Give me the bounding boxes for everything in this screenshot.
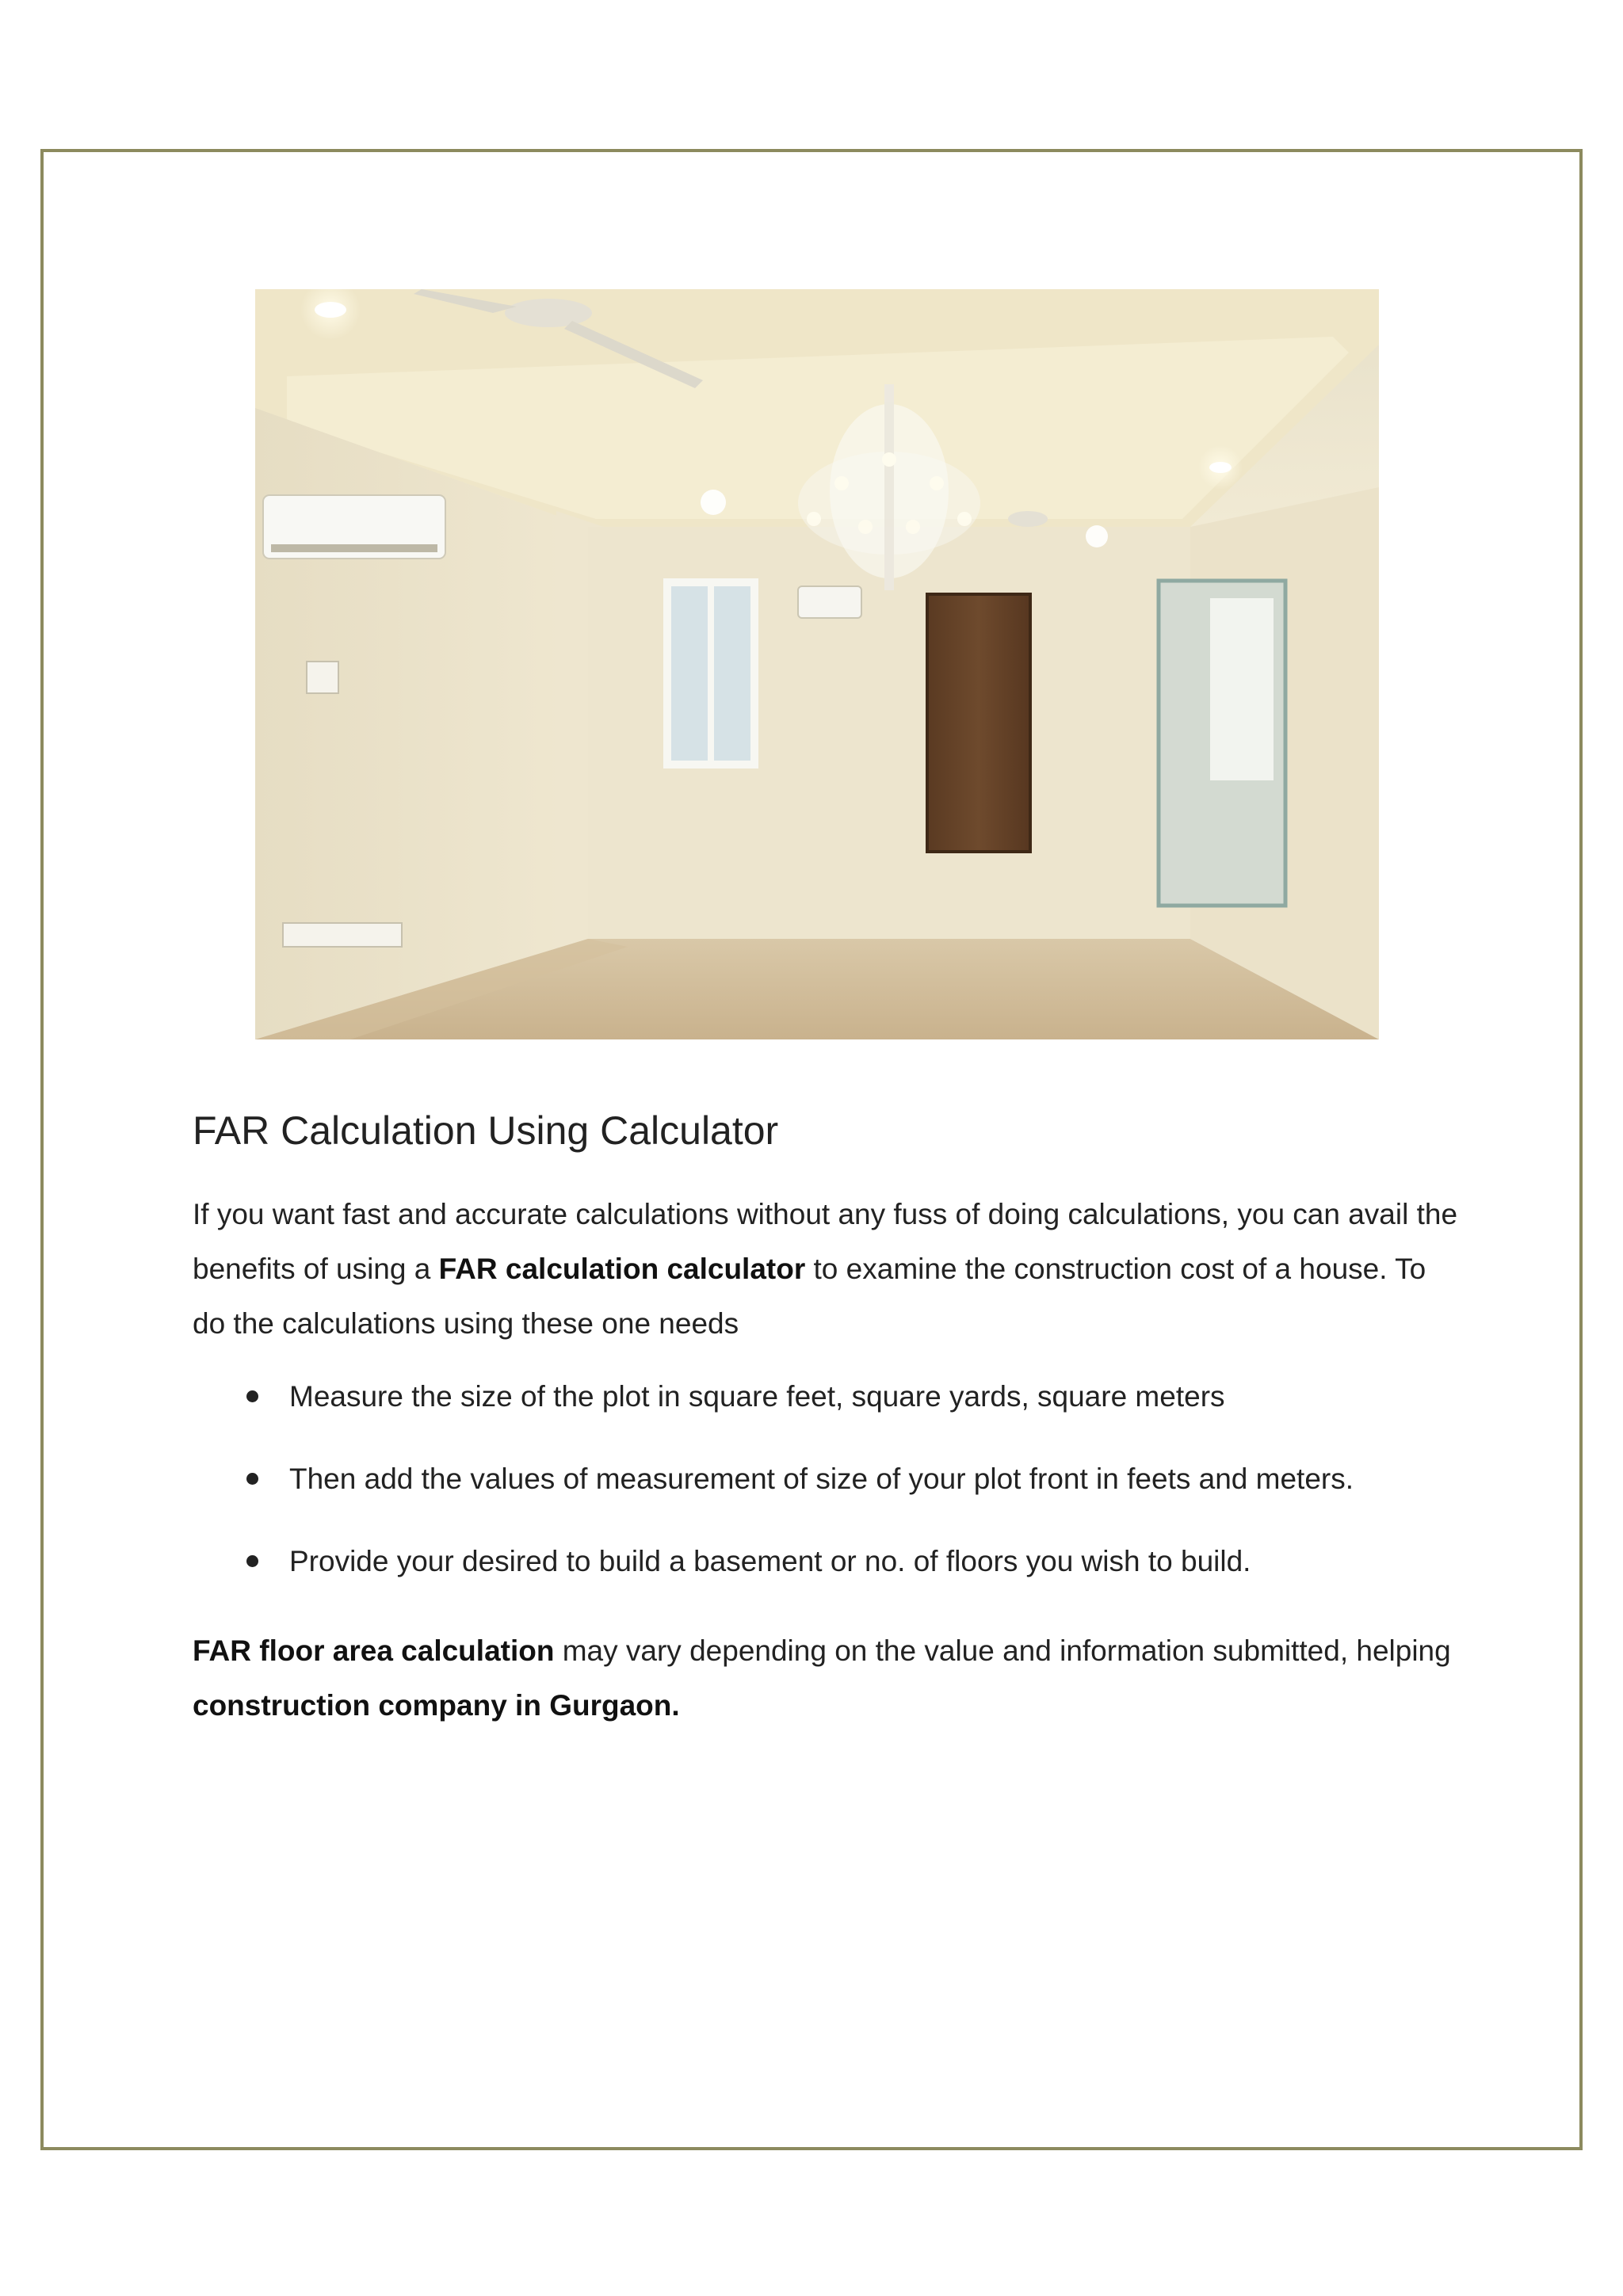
outro-paragraph <box>193 1623 1461 1733</box>
outro-text: may vary depending on the value and information submitted, helping <box>554 1634 1451 1667</box>
list-item <box>193 1462 1508 1544</box>
list-item-text: Then add the values of measurement of size of your plot front in feets and meters. <box>289 1463 1354 1495</box>
list-item-text: Provide your desired to build a basement or no. of floors you wish to build. <box>289 1545 1251 1577</box>
room-photo <box>255 289 1379 1039</box>
requirements-list <box>193 1379 1508 1627</box>
section-heading: FAR Calculation Using Calculator <box>193 1108 779 1153</box>
bullet-icon <box>246 1555 258 1567</box>
intro-text-1: If you want fast and accurate calculations without any fuss of doing calculations, you can avail the benefits of using a <box>193 1198 1458 1285</box>
bullet-icon <box>246 1390 258 1402</box>
outro-bold-term: FAR floor area calculation <box>193 1634 555 1667</box>
list-item-text: Measure the size of the plot in square feet, square yards, square meters <box>289 1380 1225 1413</box>
intro-text-2: to examine the construction cost of a house. To do the calculations using these one needs <box>193 1253 1426 1340</box>
list-item <box>193 1379 1508 1462</box>
list-item <box>193 1544 1508 1627</box>
intro-paragraph <box>193 1187 1461 1351</box>
outro-bold-company: construction company in Gurgaon. <box>193 1689 680 1722</box>
bullet-icon <box>246 1473 258 1485</box>
intro-bold-term: FAR calculation calculator <box>438 1253 806 1285</box>
